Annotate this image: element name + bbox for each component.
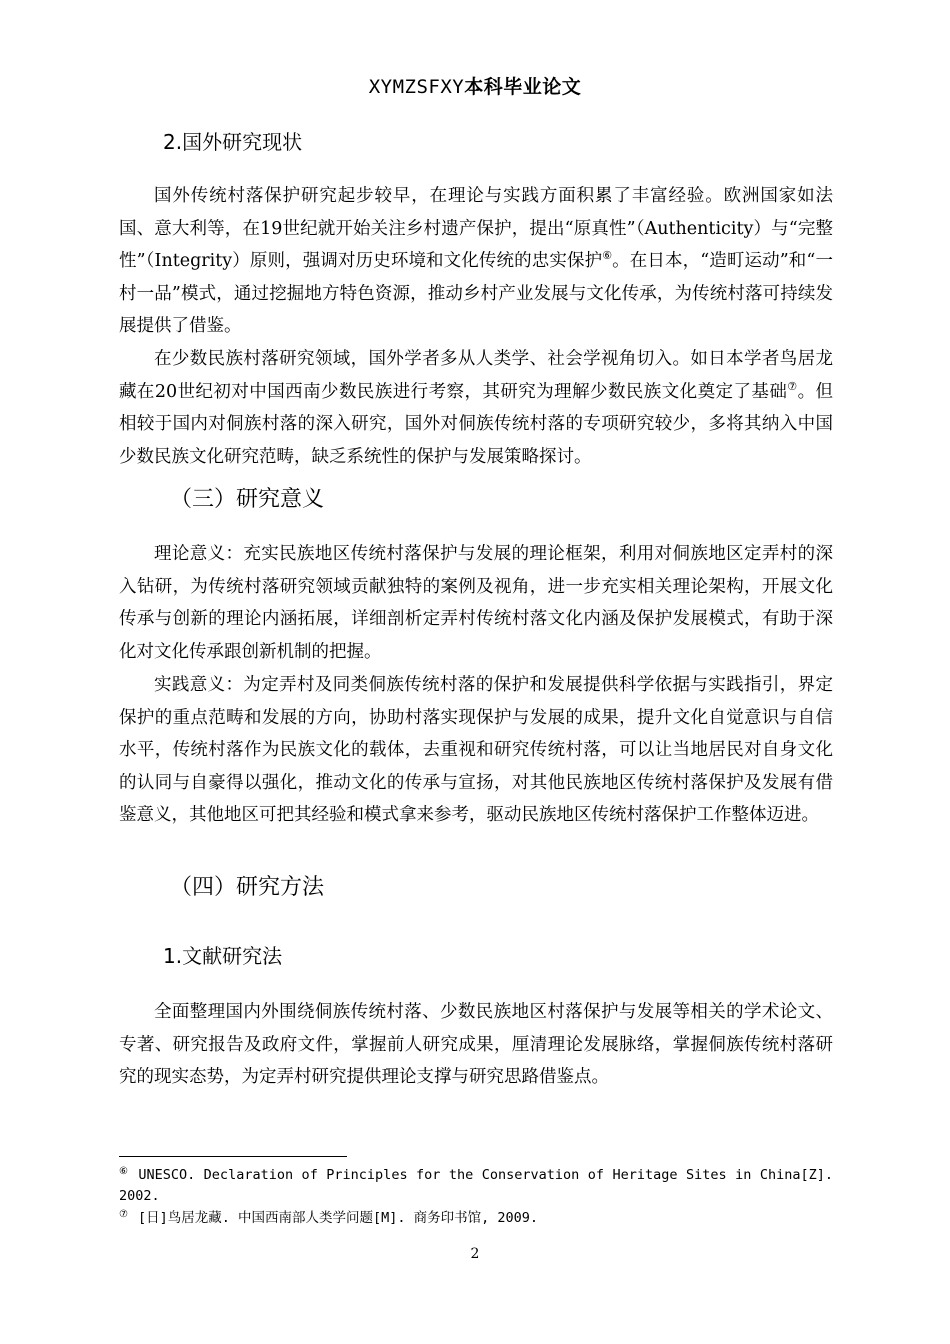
paragraph-foreign-1-text-a: 国外传统村落保护研究起步较早，在理论与实践方面积累了丰富经验。欧洲国家如法国、意大利等，在19世纪就开始关注乡村遗产保护，提出“原真性”（Authenticity）与“完整性”（Integrity）原则，强调对历史环境和文化传统的忠实保护 — [119, 186, 833, 271]
paragraph-theory-significance: 理论意义：充实民族地区传统村落保护与发展的理论框架，利用对侗族地区定弄村的深入钻研，为传统村落研究领域贡献独特的案例及视角，进一步充实相关理论架构，开展文化传承与创新的理论内涵拓展，详细剖析定弄村传统村落文化内涵及保护发展模式，有助于深化对文化传承跟创新机制的把握。 — [119, 544, 833, 662]
paragraph-literature-method: 全面整理国内外围绕侗族传统村落、少数民族地区村落保护与发展等相关的学术论文、专著、研究报告及政府文件，掌握前人研究成果，厘清理论发展脉络，掌握侗族传统村落研究的现实态势，为定弄村研究提供理论支撑与研究思路借鉴点。 — [119, 1002, 833, 1087]
footnote-ref-7: ⑦ — [787, 379, 798, 393]
footnote-7 — [119, 1208, 833, 1229]
footnote-7-text: [日]鸟居龙藏. 中国西南部人类学问题[M]. 商务印书馆, 2009. — [137, 1210, 539, 1226]
paragraph-foreign-2-text-b: 。但相较于国内对侗族村落的深入研究，国外对侗族传统村落的专项研究较少，多将其纳入中国少数民族文化研究范畴，缺乏系统性的保护与发展策略探讨。 — [119, 381, 833, 467]
paragraph-foreign-1-text-b: 。在日本，“造町运动”和“一村一品”模式，通过挖掘地方特色资源，推动乡村产业发展与文化传承，为传统村落可持续发展提供了借鉴。 — [119, 251, 833, 336]
header-mark: XYMZSFXY — [368, 76, 465, 98]
footnote-6 — [119, 1165, 833, 1207]
running-header — [0, 72, 950, 99]
footnote-6-mark: ⑥ — [119, 1166, 129, 1177]
heading-foreign-status: 2.国外研究现状 — [163, 130, 303, 154]
footnote-ref-6: ⑥ — [602, 249, 613, 262]
paragraph-foreign-1 — [119, 180, 833, 343]
paragraph-foreign-2-text-a: 在少数民族村落研究领域，国外学者多从人类学、社会学视角切入。如日本学者鸟居龙藏在20世纪初对中国西南少数民族进行考察，其研究为理解少数民族文化奠定了基础 — [119, 349, 833, 402]
heading-literature-method: 1.文献研究法 — [163, 944, 283, 968]
footnote-7-mark: ⑦ — [119, 1209, 128, 1220]
page-number: 2 — [470, 1246, 480, 1262]
header-thesis-name: 本科毕业论文 — [464, 76, 582, 98]
paragraph-practice-significance: 实践意义：为定弄村及同类侗族传统村落的保护和发展提供科学依据与实践指引，界定保护的重点范畴和发展的方向，协助村落实现保护与发展的成果，提升文化自觉意识与自信水平，传统村落作为民族文化的载体，去重视和研究传统村落，可以让当地居民对自身文化的认同与自豪得以强化，推动文化的传承与宣扬，对其他民族地区传统村落保护及发展有借鉴意义，其他地区可把其经验和模式拿来参考，驱动民族地区传统村落保护工作整体迈进。 — [119, 675, 833, 825]
heading-research-methods: （四）研究方法 — [170, 875, 325, 900]
heading-research-significance: （三）研究意义 — [170, 487, 325, 512]
footnote-6-text: UNESCO. Declaration of Principles for the Conservation of Heritage Sites in China[Z]. 2002. — [119, 1167, 833, 1204]
footnote-separator — [119, 1156, 347, 1157]
paragraph-foreign-2 — [119, 343, 833, 473]
